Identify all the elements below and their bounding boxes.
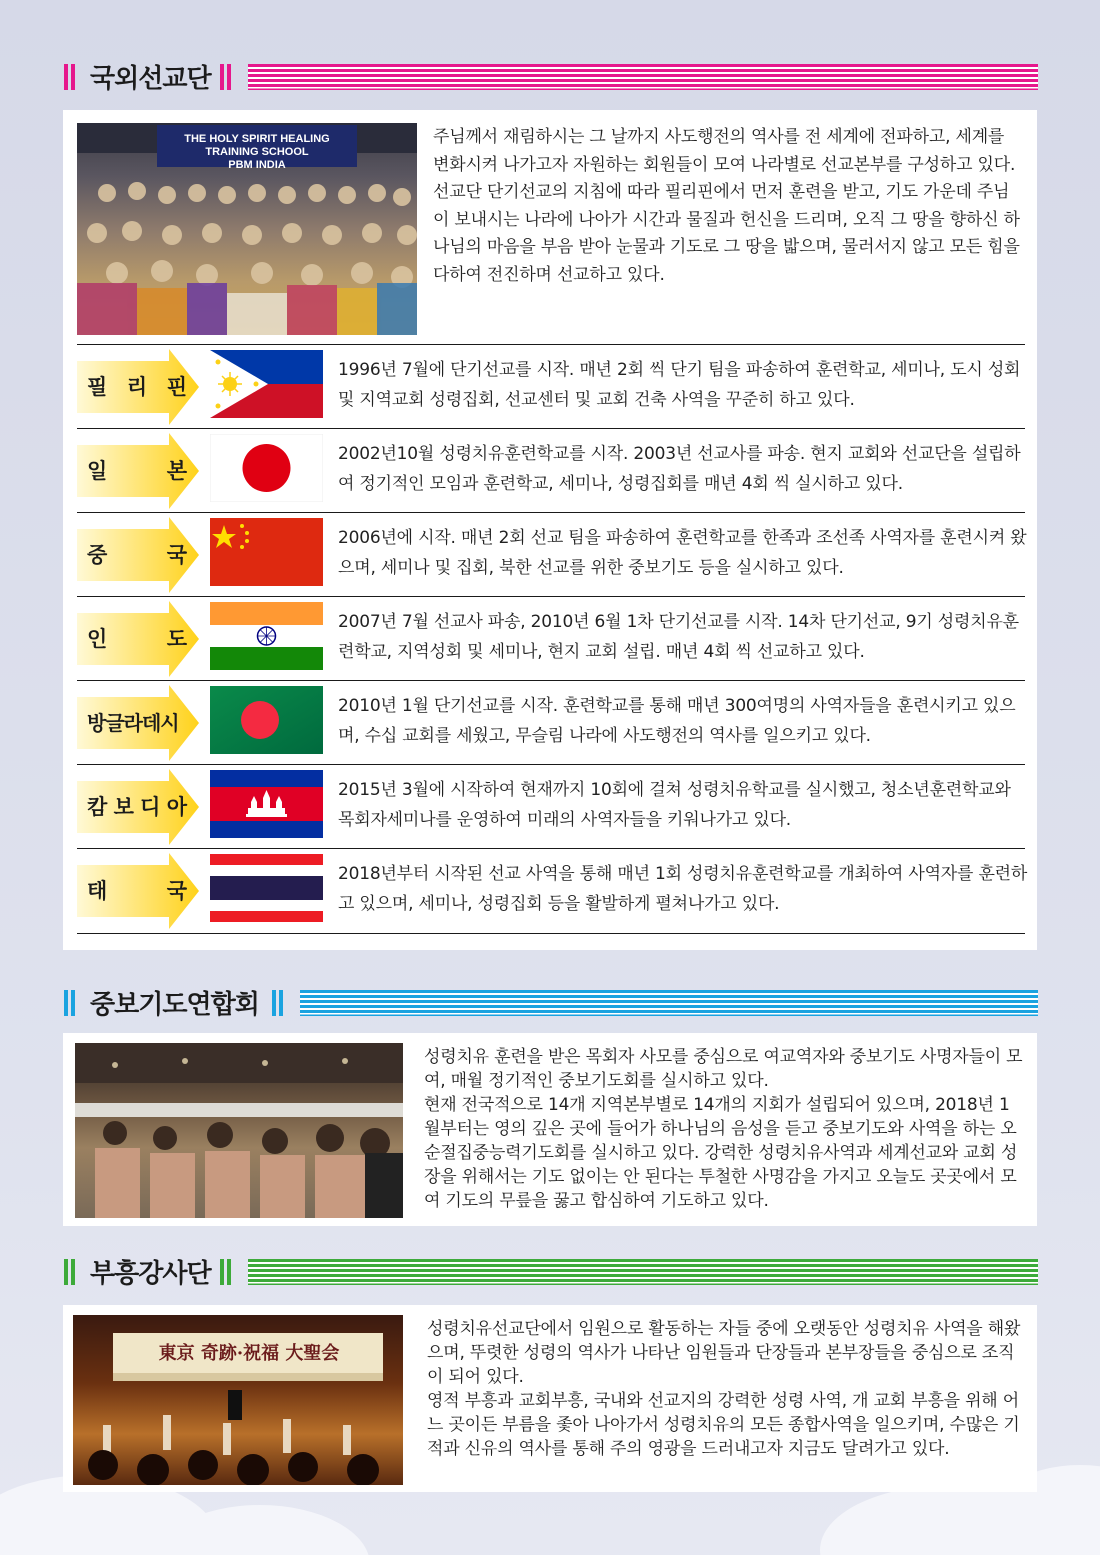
- country-name: 인 도: [87, 627, 187, 651]
- section-header-intercession: [64, 988, 1038, 1018]
- china-flag: [210, 518, 323, 586]
- country-row-philippines: [77, 344, 1025, 429]
- country-name: 필 리 핀: [87, 375, 187, 399]
- country-name: 중 국: [87, 543, 187, 567]
- header-bars-icon: [64, 1259, 75, 1285]
- country-name: 캄 보 디 아: [87, 795, 187, 819]
- arrow-label-icon: [77, 853, 199, 929]
- arrow-label-icon: [77, 517, 199, 593]
- country-description: 2010년 1월 단기선교를 시작. 훈련학교를 통해 매년 300여명의 사역자들을 훈련시키고 있으며, 수십 교회를 세웠고, 무슬림 나라에 사도행전의 역사를 일으키고 있다.: [338, 696, 1016, 746]
- country-description: 1996년 7월에 단기선교를 시작. 매년 2회 씩 단기 팀을 파송하여 훈련학교, 세미나, 도시 성회 및 지역교회 성령집회, 선교센터 및 교회 건축 사역을 꾸준히 하고 있다.: [338, 360, 1021, 410]
- country-row-cambodia: [77, 764, 1025, 849]
- section-header-revival-speakers: [64, 1257, 1038, 1287]
- japan-flag: [210, 434, 323, 502]
- country-description: 2007년 7월 선교사 파송, 2010년 6월 1차 단기선교를 시작. 14차 단기선교, 9기 성령치유훈련학교, 지역성회 및 세미나, 현지 교회 설립. 매년 4회 씩 선교하고 있다.: [338, 612, 1019, 662]
- cambodia-flag: [210, 770, 323, 838]
- india-flag: [210, 602, 323, 670]
- country-row-thailand: [77, 848, 1028, 934]
- header-bars-icon: [272, 990, 283, 1016]
- event-banner-text: 東京 奇跡·祝福 大聖会: [158, 1343, 340, 1364]
- country-name: 방글라데시: [87, 711, 179, 735]
- arrow-label-icon: [77, 433, 199, 509]
- country-description: 2002년10월 성령치유훈련학교를 시작. 2003년 선교사를 파송. 현지 교회와 선교단을 설립하여 정기적인 모임과 훈련학교, 세미나, 성령집회를 매년 4회 씩 실시하고 있다.: [338, 444, 1021, 494]
- header-bars-icon: [64, 990, 75, 1016]
- country-name: 태 국: [87, 879, 187, 903]
- header-bars-icon: [64, 64, 75, 90]
- arrow-label-icon: [77, 601, 199, 677]
- country-row-bangladesh: [77, 680, 1025, 765]
- intro-text: 주님께서 재림하시는 그 날까지 사도행전의 역사를 전 세계에 전파하고, 세계를 변화시켜 나가고자 자원하는 회원들이 모여 나라별로 선교본부를 구성하고 있다. 선교단 단기선교의 지침에 따라 필리핀에서 먼저 훈련을 받고, 기도 가운데 주님이 보내시는 나라에 나아가 시간과 물질과 헌신을 드리며, 오직 그 땅을 향하신 하나님의 마음을 부음 받아 눈물과 기도로 그 땅을 밟으며, 물러서지 않고 모든 힘을 다하여 전진하며 선교하고 있다.: [433, 127, 1020, 285]
- header-bars-icon: [220, 64, 231, 90]
- country-row-india: [77, 596, 1025, 681]
- section-title: 중보기도연합회: [90, 990, 259, 1020]
- arrow-label-icon: [77, 349, 199, 425]
- revival-meeting-photo: [73, 1315, 403, 1485]
- section-title: 부흥강사단: [90, 1259, 211, 1289]
- overseas-mission-panel: [63, 110, 1037, 950]
- country-name: 일 본: [87, 459, 187, 483]
- arrow-label-icon: [77, 769, 199, 845]
- revival-text: 성령치유선교단에서 임원으로 활동하는 자들 중에 오랫동안 성령치유 사역을 해왔으며, 뚜렷한 성령의 역사가 나타난 임원들과 단장들과 본부장들을 중심으로 조직이 되어 있다. 영적 부흥과 교회부흥, 국내와 선교지의 강력한 성령 사역, 개 교회 부흥을 위해 어느 곳이든 부름을 좇아 나아가서 성령치유의 모든 종합사역을 일으키며, 수많은 기적과 신유의 역사를 통해 주의 영광을 드러내고자 지금도 달려가고 있다.: [427, 1319, 1021, 1459]
- revival-speakers-panel: [63, 1305, 1037, 1492]
- header-stripes: [300, 990, 1038, 1016]
- bangladesh-flag: [210, 686, 323, 754]
- thailand-flag: [210, 854, 323, 922]
- arrow-label-icon: [77, 685, 199, 761]
- header-bars-icon: [220, 1259, 231, 1285]
- country-description: 2015년 3월에 시작하여 현재까지 10회에 걸쳐 성령치유학교를 실시했고, 청소년훈련학교와 목회자세미나를 운영하여 미래의 사역자들을 키워나가고 있다.: [338, 780, 1011, 830]
- group-photo: [77, 123, 417, 335]
- country-row-china: [77, 512, 1025, 597]
- intercession-text: 성령치유 훈련을 받은 목회자 사모를 중심으로 여교역자와 중보기도 사명자들이 모여, 매월 정기적인 중보기도회를 실시하고 있다. 현재 전국적으로 14개 지역본부별로 14개의 지회가 설립되어 있으며, 2018년 1월부터는 영의 깊은 곳에 들어가 하나님의 음성을 듣고 중보기도와 사역을 하는 오순절집중능력기도회를 실시하고 있다. 강력한 성령치유사역과 세계선교와 교회 성장을 위해서는 기도 없이는 안 된다는 투철한 사명감을 가지고 오늘도 곳곳에서 모여 기도의 무릎을 꿇고 합심하여 기도하고 있다.: [424, 1047, 1023, 1211]
- country-description: 2018년부터 시작된 선교 사역을 통해 매년 1회 성령치유훈련학교를 개최하여 사역자를 훈련하고 있으며, 세미나, 성령집회 등을 활발하게 펼쳐나가고 있다.: [338, 864, 1028, 914]
- header-stripes: [248, 1259, 1038, 1285]
- country-description: 2006년에 시작. 매년 2회 선교 팀을 파송하여 훈련학교를 한족과 조선족 사역자를 훈련시켜 왔으며, 세미나 및 집회, 북한 선교를 위한 중보기도 등을 실시하고 있다.: [338, 528, 1027, 578]
- section-header-overseas-mission: [64, 62, 1038, 92]
- section-title: 국외선교단: [90, 64, 211, 94]
- intercession-panel: [63, 1033, 1037, 1226]
- banner-text: THE HOLY SPIRIT HEALING TRAINING SCHOOL PBM INDIA: [184, 133, 330, 171]
- header-stripes: [248, 64, 1038, 90]
- philippines-flag: [210, 350, 323, 418]
- prayer-meeting-photo: [75, 1043, 403, 1218]
- country-row-japan: [77, 428, 1025, 513]
